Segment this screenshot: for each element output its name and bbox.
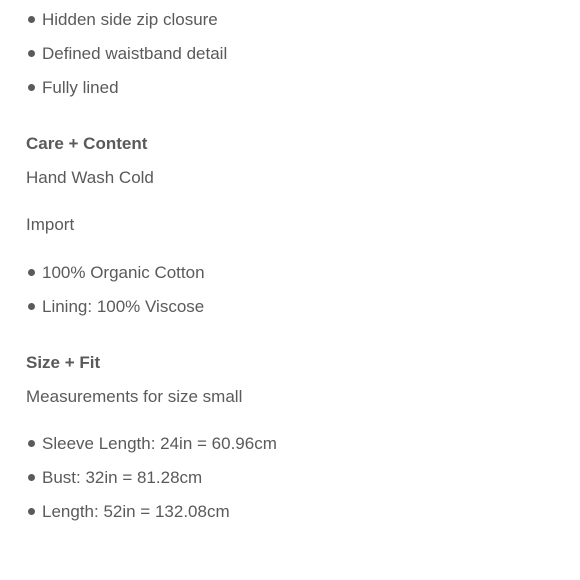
care-content-heading: Care + Content [26,134,148,153]
bullet-icon [28,269,35,276]
measurement-text: Bust: 32in = 81.28cm [42,468,203,487]
list-item [26,495,277,529]
measurements-list [26,427,277,529]
bullet-icon [28,440,35,447]
origin-text: Import [26,215,75,234]
bullet-icon [28,474,35,481]
features-list [26,3,227,105]
list-item [26,71,227,105]
bullet-icon [28,50,35,57]
list-item [26,461,277,495]
list-item [26,256,205,290]
list-item [26,427,277,461]
size-fit-heading: Size + Fit [26,353,101,372]
material-text: 100% Organic Cotton [42,263,205,282]
material-text: Lining: 100% Viscose [42,297,205,316]
list-item [26,3,227,37]
bullet-icon [28,508,35,515]
list-item [26,290,205,324]
materials-list [26,256,205,324]
list-item [26,37,227,71]
measurement-text: Length: 52in = 132.08cm [42,502,230,521]
care-instructions: Hand Wash Cold [26,168,154,187]
bullet-icon [28,84,35,91]
feature-text: Defined waistband detail [42,44,228,63]
measurement-text: Sleeve Length: 24in = 60.96cm [42,434,277,453]
feature-text: Fully lined [42,78,119,97]
feature-text: Hidden side zip closure [42,10,218,29]
measurements-note: Measurements for size small [26,387,243,406]
bullet-icon [28,16,35,23]
bullet-icon [28,303,35,310]
